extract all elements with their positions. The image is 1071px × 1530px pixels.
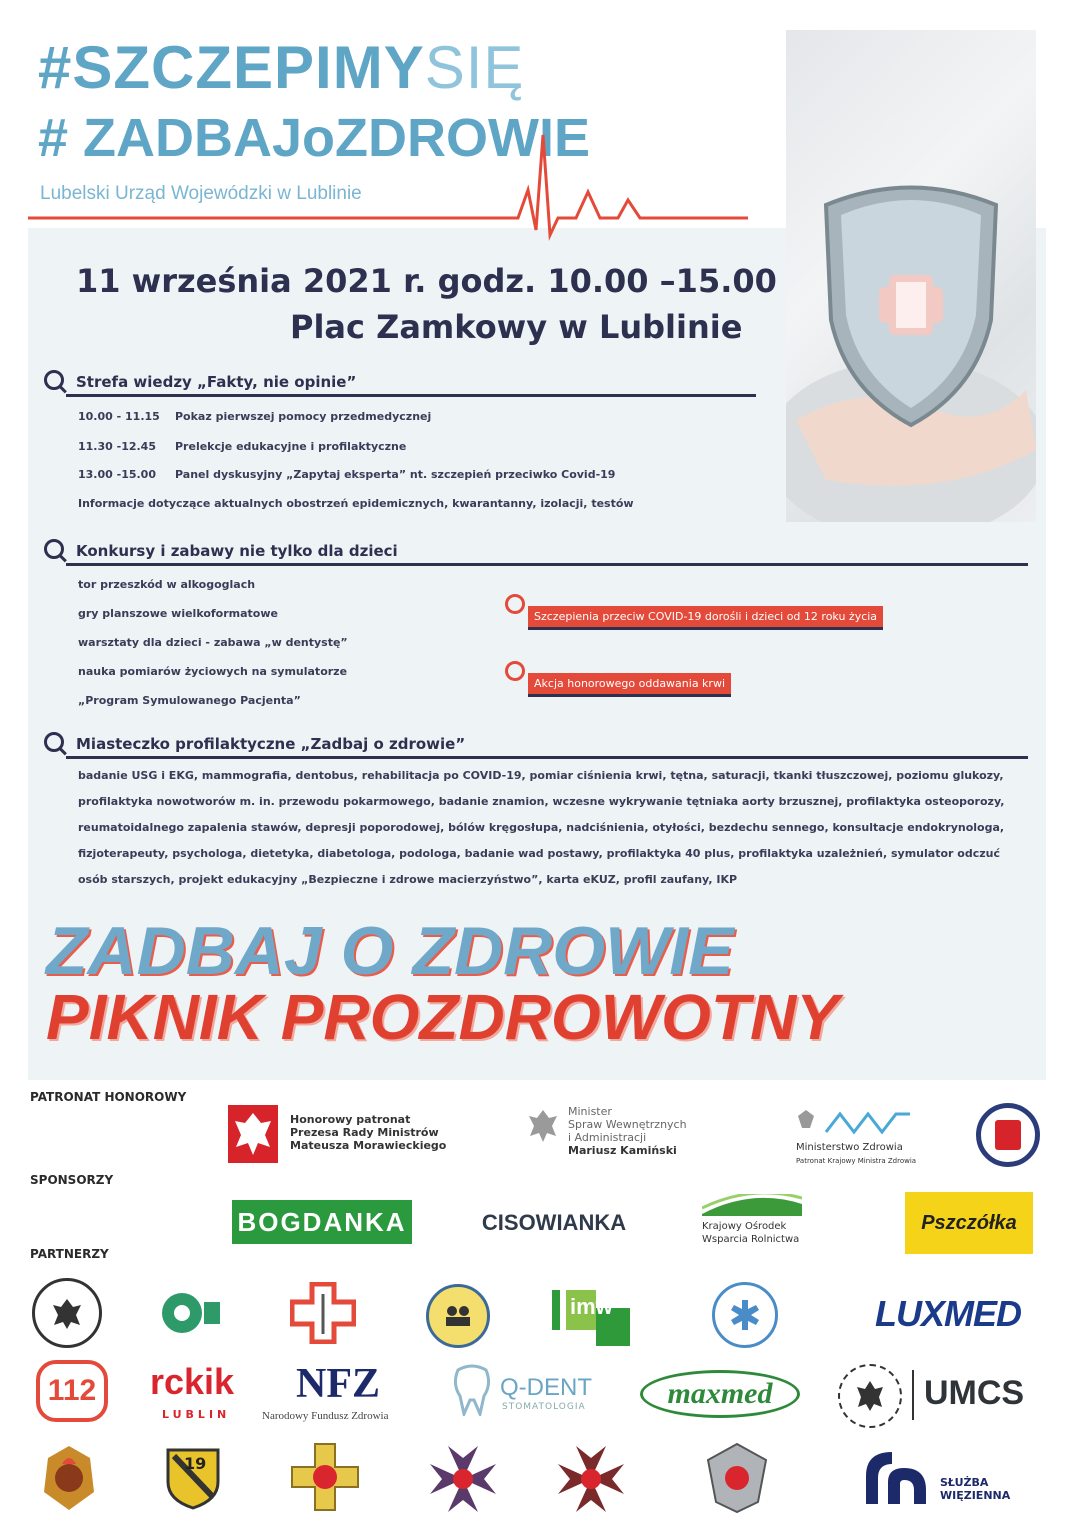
imw-text: imw: [570, 1294, 613, 1319]
red-magnifier-icon: [505, 594, 525, 614]
rckik-city: LUBLIN: [162, 1408, 231, 1421]
list-item: nauka pomiarów życiowych na symulatorze: [78, 665, 348, 678]
kowr-text: Krajowy Ośrodek Wsparcia Rolnictwa: [702, 1221, 800, 1245]
cross-emblem-logo: [290, 1442, 360, 1512]
patronage-label: PATRONAT HONOROWY: [30, 1090, 187, 1104]
umcs-logo: UMCS: [924, 1374, 1025, 1412]
headline-zadbaj: ZADBAJ O ZDROWIE: [46, 913, 734, 989]
headline-piknik: PIKNIK PROZDROWOTNY: [46, 981, 839, 1053]
maltese-cross-logo: [556, 1444, 626, 1514]
nfz-subtitle: Narodowy Fundusz Zdrowia: [262, 1410, 389, 1422]
eagle-icon: [49, 1295, 85, 1331]
prison-service-text: SŁUŻBA WIĘZIENNA: [940, 1476, 1011, 1502]
restrictions-note: Informacje dotyczące aktualnych obostrzeń epidemicznych, kwarantanny, izolacji, testów: [78, 497, 634, 510]
bogdanka-logo: BOGDANKA: [232, 1200, 412, 1244]
prison-service-logo: [862, 1448, 932, 1508]
magnifier-icon: [44, 370, 64, 390]
badge-number: 19: [184, 1454, 207, 1473]
military-badge-logo: [164, 1446, 222, 1510]
hashtag-zadbajozdrowie: # ZADBAJoZDROWIE: [38, 108, 590, 168]
people-icon: [443, 1304, 473, 1328]
tooth-icon: [452, 1364, 492, 1416]
imw-logo: [552, 1284, 632, 1348]
yellow-badge-logo: [426, 1284, 490, 1348]
prevention-list: badanie USG i EKG, mammografia, dentobus, rehabilitacja po COVID-19, pomiar ciśnienia krwi, tętna, saturacji, tkanki tłuszczowej, poziomu glukozy, profilaktyka nowotworów m. in. przewodu pokarmowego, badanie znamion, wczesne wykrywanie tętniaka aorty brzusznej, profilaktyka osteoporozy, reumatoidalnego zapalenia stawów, depresji poporodowej, bólów kręgosłupa, nadciśnienia, otyłości, bezdechu sennego, konsultacje endokrynologa, fizjoterapeuty, psychologa, dietetyka, diabetologa, podologa, badanie wad postawy, profilaktyka 40 plus, profilaktyka uzależnień, symulator odczuć osób starszych, projekt edukacyjny „Bezpieczne i zdrowe macierzyństwo”, karta eKUZ, profil zaufany, IKP: [78, 769, 1005, 886]
nfz-logo: NFZ: [296, 1361, 380, 1407]
green-medical-logo: [160, 1282, 222, 1344]
ministry-health-logo: [796, 1106, 916, 1138]
section2-title: Konkursy i zabawy nie tylko dla dzieci: [76, 542, 398, 560]
maltese-cross-logo: [428, 1444, 498, 1514]
patron1-text: Honorowy patronat Prezesa Rady Ministrów Mateusza Morawieckiego: [290, 1113, 447, 1152]
hashtag-szczepimysie: #SZCZEPIMYSIĘ: [38, 34, 525, 101]
pszczolka-logo: Pszczółka: [905, 1192, 1033, 1254]
list-item: warsztaty dla dzieci - zabawa „w dentystę”: [78, 636, 348, 649]
qdent-subtitle: STOMATOLOGIA: [502, 1402, 586, 1412]
schedule-row: 10.00 - 11.15 Pokaz pierwszej pomocy przedmedycznej: [78, 410, 432, 423]
event-place: Plac Zamkowy w Lublinie: [290, 308, 743, 346]
section3-title: Miasteczko profilaktyczne „Zadbaj o zdrowie”: [76, 735, 466, 753]
poland-eagle-logo: [228, 1105, 278, 1163]
rckik-logo: rckik: [149, 1361, 235, 1402]
event-date: 11 września 2021 r. godz. 10.00 –15.00: [76, 262, 777, 300]
vaccination-tag: Szczepienia przeciw COVID-19 dorośli i dzieci od 12 roku życia: [528, 606, 883, 627]
umcs-seal-logo: [838, 1364, 902, 1428]
sponsors-label: SPONSORZY: [30, 1173, 114, 1187]
shield-illustration: [786, 30, 1036, 522]
eagle-emblem-icon: [526, 1106, 560, 1146]
police-badge-logo: [706, 1442, 768, 1514]
eagle-icon: [855, 1379, 885, 1413]
cisowianka-logo: CISOWIANKA: [481, 1210, 627, 1235]
section2-rule: [66, 563, 1028, 566]
qdent-logo: Q-DENT: [500, 1374, 592, 1401]
magnifier-icon: [44, 732, 64, 752]
section1-title: Strefa wiedzy „Fakty, nie opinie”: [76, 373, 357, 391]
emblem-icon: [995, 1120, 1021, 1150]
list-item: „Program Symulowanego Pacjenta”: [78, 694, 301, 707]
ministry-health-name: Ministerstwo Zdrowia: [796, 1142, 903, 1153]
luxmed-logo: LUXMED: [875, 1293, 1021, 1334]
red-magnifier-icon: [505, 661, 525, 681]
ministry-health-sub: Patronat Krajowy Ministra Zdrowia: [796, 1157, 917, 1165]
section3-rule: [66, 756, 1028, 759]
ecg-line: [28, 130, 758, 245]
maxmed-logo: maxmed: [640, 1370, 800, 1418]
patron2-text: Minister Spraw Wewnętrznych i Administracji Mariusz Kamiński: [568, 1105, 687, 1157]
blood-donation-tag: Akcja honorowego oddawania krwi: [528, 673, 731, 694]
organizer-name: Lubelski Urząd Wojewódzki w Lublinie: [40, 183, 362, 204]
red-cross-logo: [290, 1282, 356, 1344]
university-seal-logo: [32, 1278, 102, 1348]
medical-rescue-logo: [712, 1282, 778, 1348]
section1-rule: [66, 394, 756, 397]
list-item: tor przeszkód w alkogoglach: [78, 578, 256, 591]
schedule-row: 13.00 -15.00 Panel dyskusyjny „Zapytaj eksperta” nt. szczepień przeciwko Covid-19: [78, 468, 616, 481]
partners-label: PARTNERZY: [30, 1247, 109, 1261]
emergency-112-logo: 112: [36, 1360, 108, 1422]
star-of-life-icon: [730, 1300, 760, 1330]
umcs-divider: [912, 1370, 914, 1420]
round-emblem-logo: [976, 1103, 1040, 1167]
eagle-icon: [228, 1105, 278, 1163]
fire-service-logo: [38, 1444, 100, 1512]
schedule-row: 11.30 -12.45 Prelekcje edukacyjne i profilaktyczne: [78, 440, 407, 453]
doctor-shield-photo: [786, 30, 1036, 522]
list-item: gry planszowe wielkoformatowe: [78, 607, 278, 620]
magnifier-icon: [44, 539, 64, 559]
kowr-logo: [702, 1194, 802, 1216]
